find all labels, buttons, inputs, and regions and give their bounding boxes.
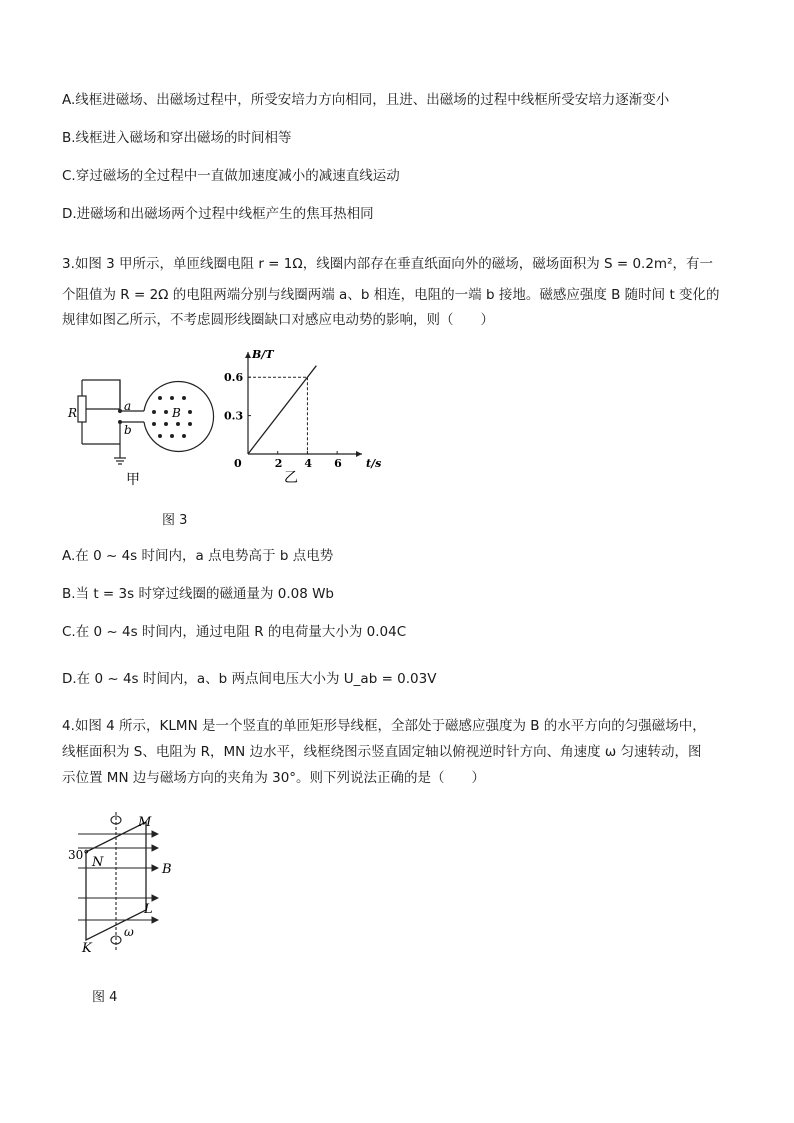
figure3-circuit — [62, 372, 202, 492]
y-tick-label: 0.3 — [224, 409, 244, 423]
q4-stem-line3: 示位置 MN 边与磁场方向的夹角为 30°。则下列说法正确的是（ ） — [62, 770, 486, 786]
x-tick-label: 6 — [334, 457, 342, 470]
label-a: a — [124, 399, 132, 413]
q3-stem-line3: 规律如图乙所示，不考虑圆形线圈缺口对感应电动势的影响，则（ ） — [62, 312, 494, 328]
figure3-graph — [222, 348, 382, 486]
q3-option-c: C.在 0 ~ 4s 时间内，通过电阻 R 的电荷量大小为 0.04C — [62, 624, 407, 640]
x-tick-label: 0 — [234, 457, 242, 470]
label-jia: 甲 — [126, 472, 140, 488]
q3-stem-line2: 个阻值为 R = 2Ω 的电阻两端分别与线圈两端 a、b 相连，电阻的一端 b 接地。磁感应强度 B 随时间 t 变化的 — [62, 287, 720, 303]
q2-option-b: B.线框进入磁场和穿出磁场的时间相等 — [62, 130, 292, 146]
q2-option-c: C.穿过磁场的全过程中一直做加速度减小的减速直线运动 — [62, 168, 400, 184]
label-N: N — [92, 855, 104, 870]
label-M: M — [138, 815, 152, 830]
label-b: b — [124, 423, 132, 437]
label-R: R — [68, 406, 78, 420]
resistor — [78, 396, 86, 422]
q3-stem-line1: 3.如图 3 甲所示，单匝线圈电阻 r = 1Ω，线圈内部存在垂直纸面向外的磁场，磁场面积为 S = 0.2m²，有一 — [62, 256, 713, 272]
circuit-wire — [82, 397, 120, 409]
q2-option-d: D.进磁场和出磁场两个过程中线框产生的焦耳热相同 — [62, 206, 374, 222]
x-axis-arrow — [356, 451, 362, 457]
q3-option-d: D.在 0 ~ 4s 时间内，a、b 两点间电压大小为 U_ab = 0.03V — [62, 671, 437, 687]
y-tick-label: 0.6 — [224, 371, 244, 385]
label-angle: 30° — [68, 848, 90, 862]
label-K: K — [82, 941, 92, 956]
y-axis-label: B/T — [252, 348, 274, 361]
figure4-diagram — [64, 810, 184, 960]
q4-stem-line1: 4.如图 4 所示，KLMN 是一个竖直的单匝矩形导线框，全部处于磁感应强度为 B 的水平方向的匀强磁场中， — [62, 718, 706, 734]
series-line — [248, 366, 316, 454]
label-yi: 乙 — [284, 470, 298, 486]
label-B: B — [172, 406, 181, 420]
x-tick-label: 2 — [274, 457, 283, 470]
label-field-B: B — [162, 862, 172, 877]
x-axis-label: t/s — [366, 457, 382, 470]
q3-option-a: A.在 0 ~ 4s 时间内，a 点电势高于 b 点电势 — [62, 548, 334, 564]
label-omega: ω — [124, 925, 134, 939]
figure4-caption: 图 4 — [92, 990, 118, 1005]
label-L: L — [144, 902, 153, 917]
q3-option-b: B.当 t = 3s 时穿过线圈的磁通量为 0.08 Wb — [62, 586, 335, 602]
q2-option-a: A.线框进磁场、出磁场过程中，所受安培力方向相同，且进、出磁场的过程中线框所受安培力逐渐变小 — [62, 92, 670, 108]
figure3-caption: 图 3 — [162, 513, 188, 528]
q4-stem-line2: 线框面积为 S、电阻为 R，MN 边水平，线框绕图示竖直固定轴以俯视逆时针方向、角速度 ω 匀速转动，图 — [62, 744, 702, 760]
x-tick-label: 4 — [304, 457, 313, 470]
y-axis-arrow — [245, 352, 251, 358]
